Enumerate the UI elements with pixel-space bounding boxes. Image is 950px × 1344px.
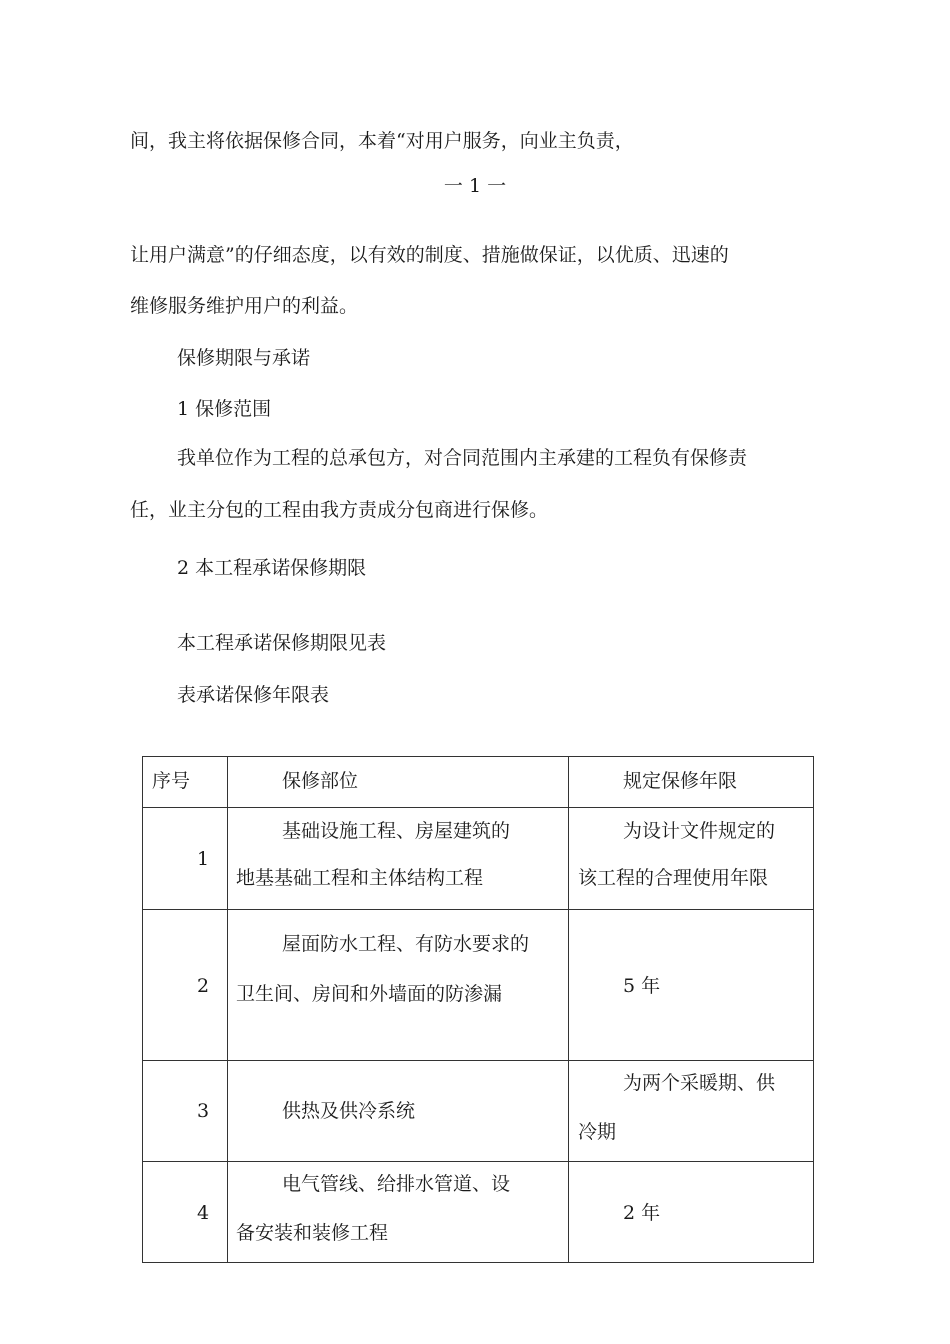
cell-part (228, 910, 569, 1061)
term-text: 5 年 (623, 975, 661, 997)
body-text-line: 让用户满意”的仔细态度，以有效的制度、措施做保证，以优质、迅速的 (130, 244, 729, 266)
header-label: 保修部位 (282, 770, 359, 792)
subsection-heading: 2 本工程承诺保修期限 (177, 557, 367, 579)
part-text: 供热及供冷系统 (282, 1100, 416, 1122)
part-text: 卫生间、房间和外墙面的防渗漏 (236, 983, 503, 1005)
body-text-line: 间，我主将依据保修合同，本着“对用户服务，向业主负责， (130, 130, 634, 152)
cell-term (569, 1162, 814, 1263)
table-row (143, 1162, 814, 1263)
page-number: 一 1 一 (443, 175, 507, 197)
body-text-line: 任，业主分包的工程由我方责成分包商进行保修。 (130, 499, 549, 521)
table-row (143, 1061, 814, 1162)
body-text-line: 我单位作为工程的总承包方，对合同范围内主承建的工程负有保修责 (177, 447, 748, 469)
cell-term (569, 910, 814, 1061)
part-text: 基础设施工程、房屋建筑的 (282, 820, 511, 842)
header-cell-part (228, 757, 569, 808)
table-header-row (143, 757, 814, 808)
section-heading: 保修期限与承诺 (177, 347, 311, 369)
part-text: 电气管线、给排水管道、设 (282, 1173, 511, 1195)
row-number: 3 (197, 1100, 210, 1122)
cell-no (143, 1061, 228, 1162)
warranty-table (142, 756, 814, 1263)
cell-no (143, 1162, 228, 1263)
table-row (143, 808, 814, 910)
term-text: 冷期 (578, 1121, 617, 1143)
cell-part (228, 808, 569, 910)
cell-term (569, 1061, 814, 1162)
cell-term (569, 808, 814, 910)
cell-part (228, 1162, 569, 1263)
table-row (143, 910, 814, 1061)
part-text: 屋面防水工程、有防水要求的 (282, 933, 530, 955)
table-caption: 表承诺保修年限表 (177, 684, 330, 706)
header-cell-no (143, 757, 228, 808)
part-text: 备安装和装修工程 (236, 1222, 389, 1244)
term-text: 该工程的合理使用年限 (578, 867, 769, 889)
term-text: 为两个采暖期、供 (623, 1072, 776, 1094)
header-label: 序号 (152, 770, 191, 792)
subsection-heading: 1 保修范围 (177, 398, 272, 420)
cell-no (143, 910, 228, 1061)
row-number: 2 (197, 975, 210, 997)
term-text: 2 年 (623, 1202, 661, 1224)
term-text: 为设计文件规定的 (623, 820, 776, 842)
body-text-line: 维修服务维护用户的利益。 (130, 295, 359, 317)
part-text: 地基基础工程和主体结构工程 (236, 867, 484, 889)
cell-part (228, 1061, 569, 1162)
row-number: 1 (197, 848, 210, 870)
header-label: 规定保修年限 (623, 770, 738, 792)
cell-no (143, 808, 228, 910)
body-text-line: 本工程承诺保修期限见表 (177, 632, 387, 654)
header-cell-term (569, 757, 814, 808)
row-number: 4 (197, 1202, 210, 1224)
